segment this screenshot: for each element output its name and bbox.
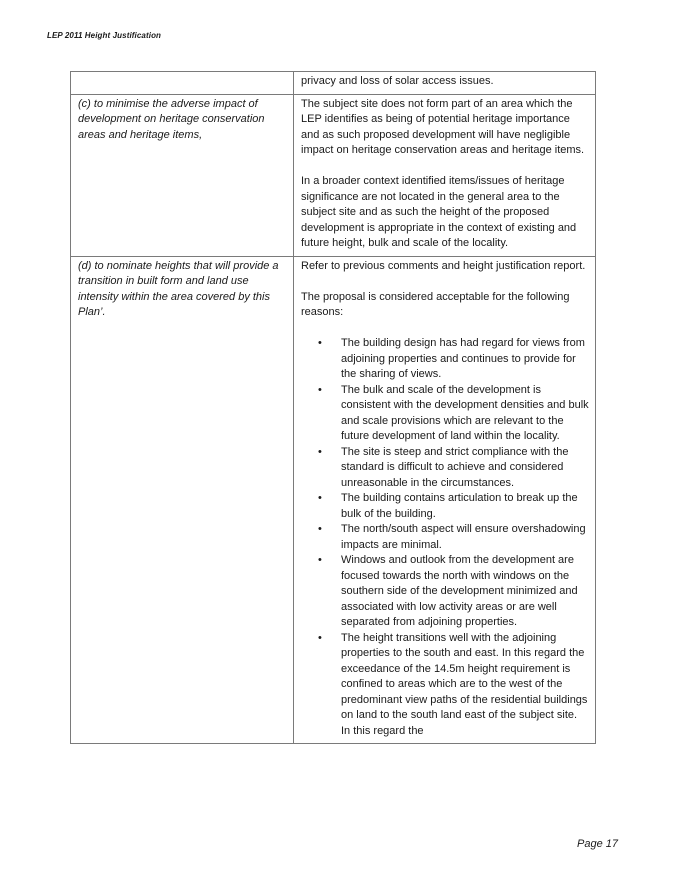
bullet-icon: • bbox=[318, 631, 322, 644]
list-item-text: The building contains articulation to break up the bulk of the building. bbox=[341, 492, 578, 520]
objectives-table bbox=[70, 71, 596, 744]
list-item bbox=[301, 383, 589, 445]
bullet-icon: • bbox=[318, 554, 322, 566]
list-item-text: The site is steep and strict compliance with the standard is difficult to achieve and considered unreasonable in the circumstances. bbox=[341, 445, 569, 489]
table-row bbox=[71, 256, 595, 744]
bullet-icon: • bbox=[318, 337, 322, 349]
list-item bbox=[301, 631, 589, 740]
bullet-icon: • bbox=[318, 492, 322, 504]
bullet-icon: • bbox=[318, 523, 322, 535]
list-item-text: The north/south aspect will ensure overshadowing impacts are minimal. bbox=[341, 523, 586, 551]
list-item bbox=[301, 553, 589, 631]
response-cell bbox=[294, 95, 595, 256]
list-item bbox=[301, 491, 589, 522]
objective-cell: (c) to minimise the adverse impact of development on heritage conservation areas and heritage items, bbox=[71, 95, 294, 256]
response-cell bbox=[294, 257, 595, 744]
response-cell bbox=[294, 72, 595, 94]
response-paragraph: Refer to previous comments and height justification report. bbox=[301, 259, 586, 272]
list-item bbox=[301, 336, 589, 383]
response-paragraph: The subject site does not form part of an area which the LEP identifies as being of potential heritage importance and as such proposed development will have negligible impact on heritage conservation areas and heritage items. bbox=[301, 97, 585, 156]
list-item-text: Windows and outlook from the development are focused towards the north with windows on the southern side of the development minimized and associated with low activity areas or are well separated from adjoining properties. bbox=[341, 554, 578, 628]
running-header: LEP 2011 Height Justification bbox=[47, 31, 162, 40]
reasons-list bbox=[301, 336, 589, 739]
objective-cell: (d) to nominate heights that will provide a transition in built form and land use intensity within the area covered by this Plan’. bbox=[71, 257, 294, 744]
bullet-icon: • bbox=[318, 383, 322, 396]
response-paragraph: In a broader context identified items/issues of heritage significance are not located in the general area to the subject site and as such the height of the proposed development is appropriate in the context of existing and future height, bulk and scale of the locality. bbox=[301, 175, 577, 249]
list-item-text: The bulk and scale of the development is consistent with the development densities and bulk and scale provisions which are relevant to the future development of land within the locality. bbox=[341, 383, 589, 442]
bullet-icon: • bbox=[318, 445, 322, 458]
objective-cell bbox=[71, 72, 294, 94]
list-item bbox=[301, 522, 589, 553]
list-item bbox=[301, 445, 589, 492]
list-item-text: The building design has had regard for views from adjoining properties and continues to provide for the sharing of views. bbox=[341, 337, 585, 380]
table-row bbox=[71, 72, 595, 94]
list-item-text: The height transitions well with the adjoining properties to the south and east. In this regard the exceedance of the 14.5m height requirement is confined to areas which are to the west of the predominant view paths of the residential buildings on land to the south land east of the subject site. In this regard the bbox=[341, 631, 588, 737]
table-row bbox=[71, 94, 595, 256]
page-number: Page 17 bbox=[577, 838, 618, 850]
response-paragraph: privacy and loss of solar access issues. bbox=[301, 75, 494, 87]
response-paragraph: The proposal is considered acceptable for the following reasons: bbox=[301, 290, 570, 318]
